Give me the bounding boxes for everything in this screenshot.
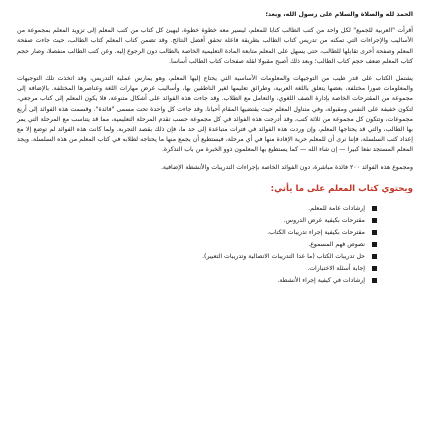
paragraph-count: ومجموع هذه الفوائد ٢٠٠ فائدة مباشرة، دون الفوائد الخاصة بإجراءات التدريبات والأنشطة الإضافية.	[160, 163, 413, 171]
list-item	[17, 239, 377, 251]
list-item-text: إرشادات في كيفية إجراء الأنشطة.	[277, 277, 365, 285]
list-item-text: إجابة أسئلة الاختبارات.	[307, 265, 365, 273]
square-bullet-icon	[372, 218, 377, 223]
list-item	[17, 203, 377, 215]
contents-list	[17, 203, 413, 288]
list-item-text: مقترحات بكيفية إجراء تدريبات الكتاب.	[267, 229, 365, 237]
square-bullet-icon	[372, 206, 377, 211]
square-bullet-icon	[372, 230, 377, 235]
paragraph-intro: أقرأت "العربية للجميع" لكل واحد من كتب الطالب كتابا للمعلم، ليسير معه خطوة خطوة، ليهيئ كل كتاب من كتب المعلم إلى تزويد المعلم بمجموعة من الأساليب والإجراءات التي تمكنه من تدريس كتاب الطالب بطريقة فاعلة تحقق أفضل النتائج. وقد تضمن كتاب المعلم كتاب الطالب، حيث جاءت صفحة المعلم وصفحة أخرى تقابلها للطالب، حتى يسهل على المعلم متابعة المادة التعليمية الخاصة بالطالب دون الرجوع إليه. وعن كتب الطالب منفصلا، وصار حجم كتاب المعلم ضعف حجم كتاب الطالب؛ وبعد ذلك أصبح مقبولا لقلة صفحات كتاب الطالب أساسا.	[17, 27, 413, 65]
list-item	[17, 275, 377, 287]
list-item-text: نصوص فهم المسموع.	[308, 241, 365, 249]
paragraph-guidance: يشتمل الكتاب على قدر طيب من التوجيهات والمعلومات الأساسية التي يحتاج إليها المعلم، وهو يمارس عملية التدريس، وقد اتخذت تلك التوجيهات والمعلومات صورا مختلفة، بعضها يتعلق باللغة العربية، وطرائق تعليمها لغير الناطقين بها، وأساليب عرض مهارات اللغة وعناصرها المختلفة. بالإضافة إلى مجموعة من المقترحات الخاصة بإدارة الصف اللغوي، والتعامل مع الطلاب. وقد جاءت هذه الفوائد على أشكال متنوعة، فلا يكون المعلم إلى كتاب مرجعي، لتكون خفيفة على النفس ومقبولة، وفي متناول المعلم حيث يقتضيها المقام أحيانا. وقد جاءت كل واحدة تحت مسمى "فائدة". وقسمت هذه الفوائد إلى أربع مجموعات، وتتكون كل مجموعة من ثلاثة كتب، وقد أدرجت هذه الفوائد في كل مجموعة حسب تقدم المرحلة التعليمية، مما قد يتناسب مع المرحلة التي يمر بها الطالب، والتي قد يحتاجها المعلم، وإن وردت هذه الفوائد في فترات متباعدة إلى حد ما، فإن ذلك بقصد التجربة. ولما كانت هذه الفوائد لم توضع إلا مع إعداد كتب السلسلة، فإننا نرى أن للمعلم حرية الإفادة منها في أي مرحلة، فيستطيع أن يجمع منها ما يحتاجه لطلابه في كتاب المعلم من هذه السلسلة. ويجد المعلم المستجد نفعا كبيرا — إن شاء الله — كما يستطيع بها المعلمون ذوو الخبرة من باب التذكرة.	[17, 75, 413, 154]
list-item-text: إرشادات عامة للمعلم.	[308, 204, 365, 212]
opening-line: الحمد لله والصلاة والسلام على رسول الله، وبعد؛	[265, 11, 413, 18]
square-bullet-icon	[372, 254, 377, 259]
square-bullet-icon	[372, 242, 377, 247]
list-item-text: مقترحات بكيفية عرض الدروس.	[283, 216, 365, 224]
square-bullet-icon	[372, 266, 377, 271]
list-item	[17, 251, 377, 263]
list-item	[17, 215, 377, 227]
list-item	[17, 263, 377, 275]
square-bullet-icon	[372, 278, 377, 283]
contents-heading: ويحتوي كتاب المعلم على ما يأتي:	[270, 183, 413, 194]
list-item-text: حل تدريبات الكتاب (ما عدا التدريبات الاتصالية وتدريبات التعبير).	[202, 253, 365, 261]
list-item	[17, 227, 377, 239]
